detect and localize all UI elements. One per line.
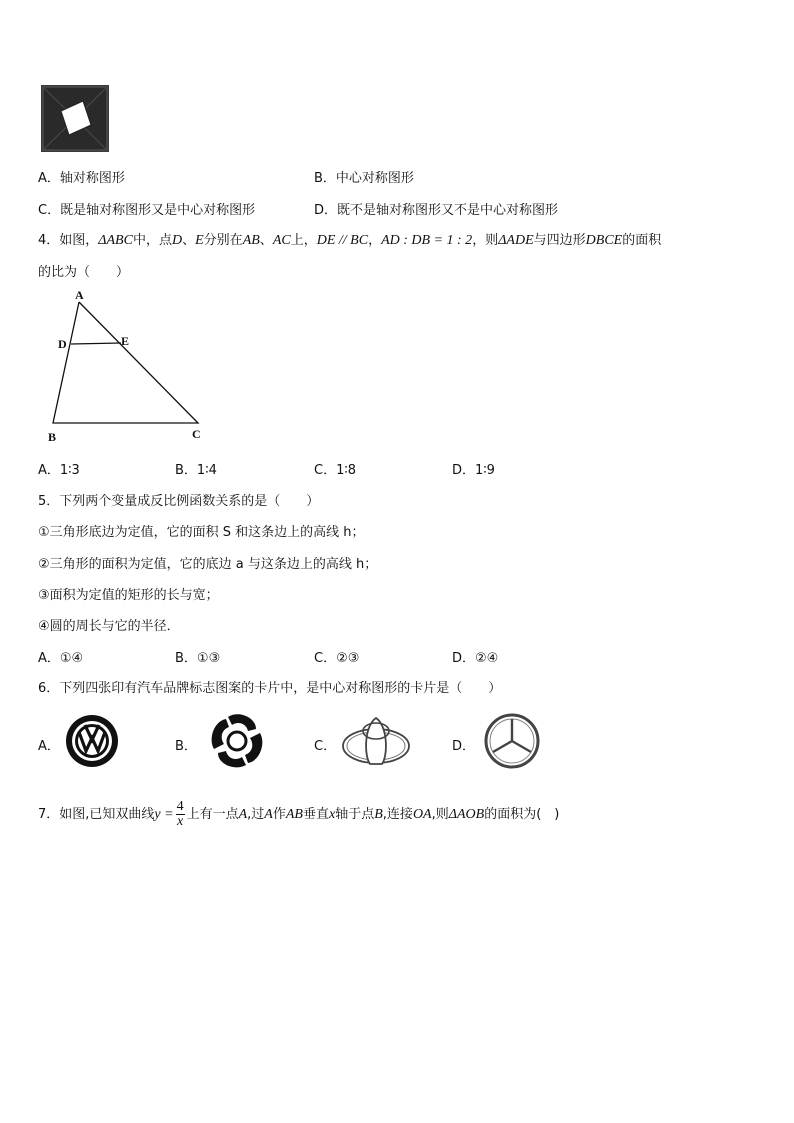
mercedes-logo-icon — [484, 713, 540, 769]
q4-label-c: C — [192, 427, 201, 441]
q6-label-b: B． — [175, 739, 197, 754]
q5-stem: 5．下列两个变量成反比例函数关系的是（ ） — [38, 494, 320, 509]
q3-option-d: D．既不是轴对称图形又不是中心对称图形 — [314, 203, 559, 218]
q5-option-b: B．①③ — [175, 651, 221, 666]
q6-label-c: C． — [314, 739, 337, 754]
q4-label-e: E — [121, 334, 130, 348]
q4-option-c: C．1∶8 — [314, 463, 357, 478]
q5-option-d: D．②④ — [452, 651, 499, 666]
volkswagen-logo-icon — [64, 713, 120, 769]
q3-square-figure — [41, 85, 109, 152]
q5-item-2: ②三角形的面积为定值，它的底边 a 与这条边上的高线 h； — [38, 557, 378, 572]
q5-item-3: ③面积为定值的矩形的长与宽； — [38, 588, 219, 603]
q4-option-b: B．1∶4 — [175, 463, 217, 478]
q5-option-c: C．②③ — [314, 651, 360, 666]
q4-label-a: A — [75, 288, 84, 302]
q4-stem-line2: 的比为（ ） — [38, 265, 130, 280]
q4-stem-line1: 4．如图，ΔABC中，点D、E分别在AB、AC上，DE // BC，AD : DB = 1 : 2，则ΔADE与四边形DBCE的面积 — [38, 233, 662, 248]
q3-option-b: B．中心对称图形 — [314, 171, 414, 186]
q6-label-d: D． — [452, 739, 476, 754]
toyota-logo-icon — [340, 716, 412, 768]
q5-option-a: A．①④ — [38, 651, 84, 666]
q4-option-d: D．1∶9 — [452, 463, 495, 478]
q7-stem: 7．如图,已知双曲线y = $\frac{4}{x}$ 上有一点A,过A作AB垂直x轴于点B,连接OA,则ΔAOB的面积为( ) — [38, 799, 560, 829]
q5-item-1: ①三角形底边为定值，它的面积 S 和这条边上的高线 h； — [38, 525, 365, 540]
q4-label-d: D — [58, 337, 67, 351]
q3-option-a: A．轴对称图形 — [38, 171, 125, 186]
q3-option-c: C．既是轴对称图形又是中心对称图形 — [38, 203, 256, 218]
pinwheel-logo-icon — [208, 711, 266, 771]
q4-option-a: A．1∶3 — [38, 463, 80, 478]
q5-item-4: ④圆的周长与它的半径． — [38, 619, 180, 634]
q4-label-b: B — [48, 430, 57, 444]
q6-label-a: A． — [38, 739, 60, 754]
q4-triangle-figure — [40, 285, 220, 445]
q6-stem: 6．下列四张印有汽车品牌标志图案的卡片中，是中心对称图形的卡片是（ ） — [38, 681, 502, 696]
q7-fraction: $\frac{4}{x}$ — [176, 799, 184, 829]
